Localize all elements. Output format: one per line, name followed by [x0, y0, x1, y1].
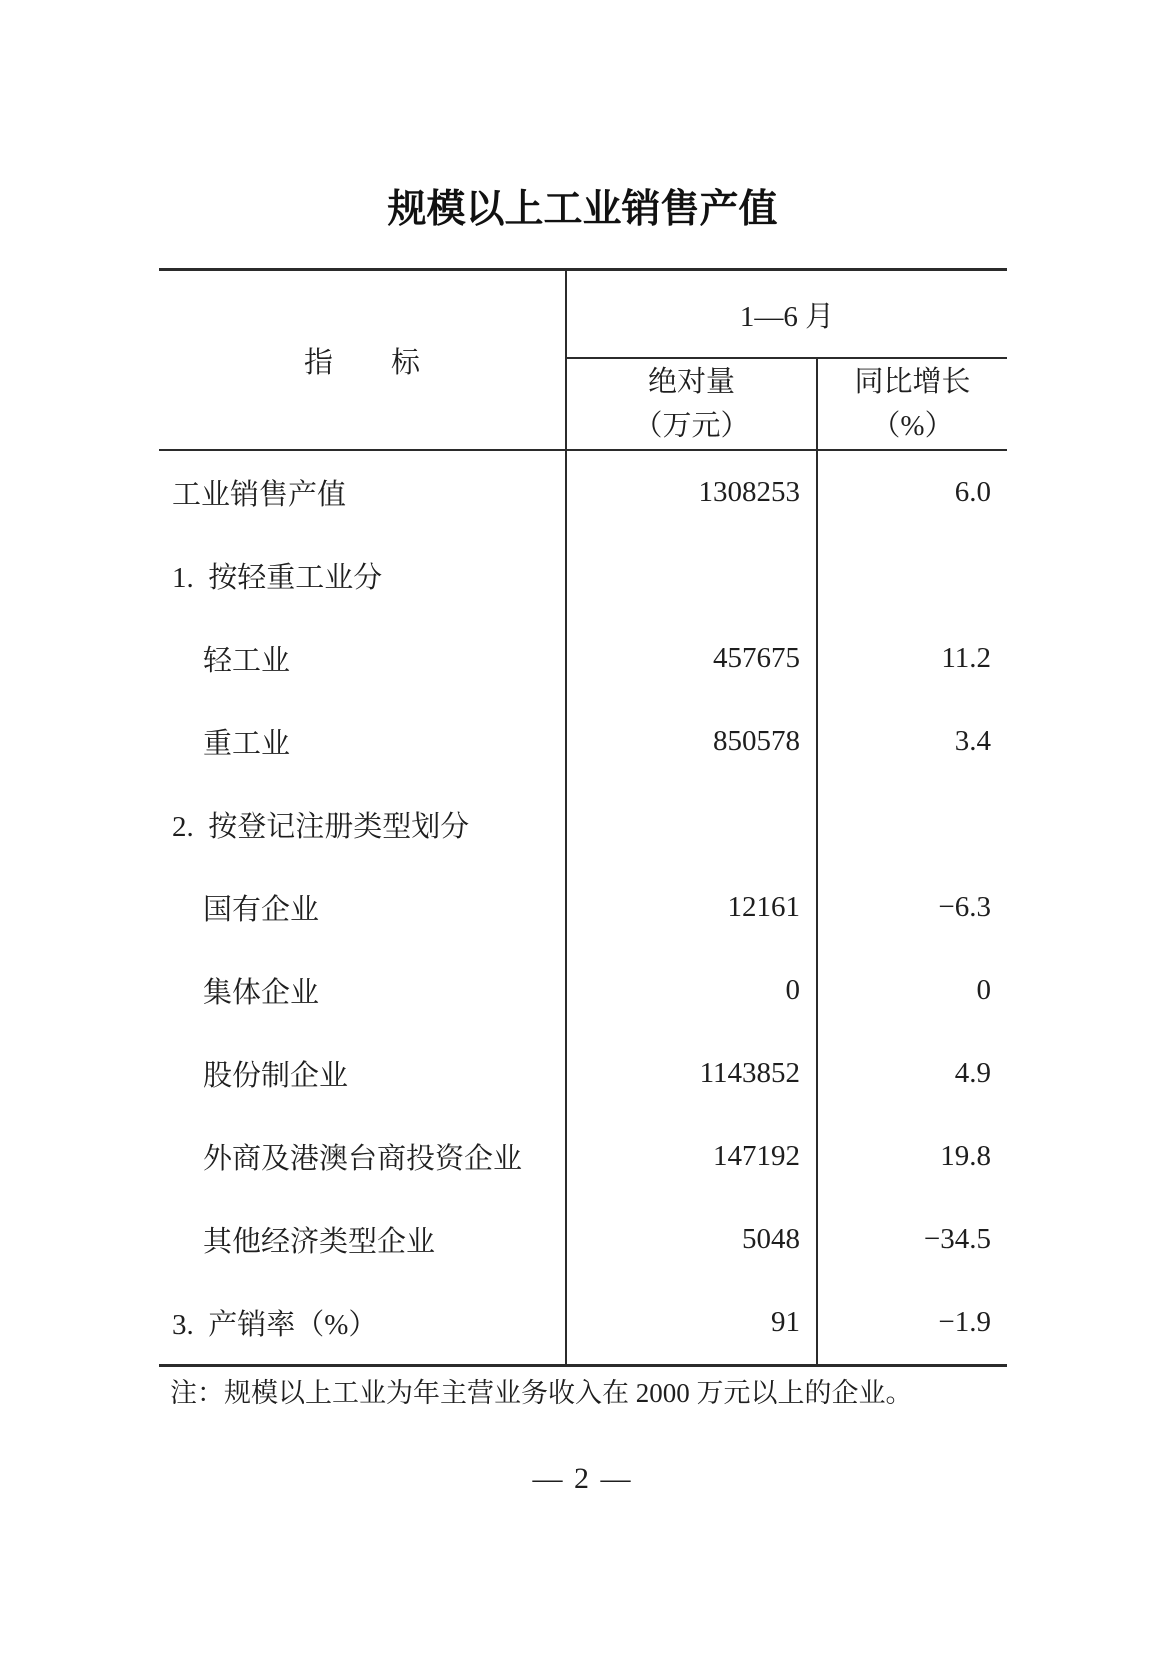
- growth-value: [818, 783, 1007, 866]
- absolute-value: 12161: [567, 866, 818, 949]
- indicator-label: 股份制企业: [159, 1032, 567, 1115]
- footnote: 注：规模以上工业为年主营业务收入在 2000 万元以上的企业。: [170, 1378, 913, 1408]
- absolute-value: 1143852: [567, 1032, 818, 1115]
- growth-value: −34.5: [923, 1223, 991, 1255]
- page-number: — 2 —: [532, 1462, 633, 1495]
- table-row: [159, 866, 1007, 949]
- header-indicator: 指 标: [159, 271, 567, 449]
- absolute-value: [567, 783, 818, 866]
- table-header: [159, 271, 1007, 451]
- growth-value: [818, 534, 1007, 617]
- header-period-group: [567, 271, 1007, 449]
- header-absolute-value: [567, 359, 818, 449]
- table-row: [159, 700, 1007, 783]
- table-row: [159, 1032, 1007, 1115]
- growth-value: 0: [976, 974, 991, 1006]
- table-row: [159, 949, 1007, 1032]
- table-row: [159, 617, 1007, 700]
- table-row: [159, 534, 1007, 617]
- header-absolute-line1: 绝对量: [647, 366, 735, 398]
- page-title: 规模以上工业销售产值: [387, 188, 778, 231]
- growth-value: 19.8: [940, 1140, 991, 1172]
- table-row: [159, 1115, 1007, 1198]
- absolute-value: 457675: [567, 617, 818, 700]
- growth-value: 3.4: [954, 725, 991, 757]
- header-growth: [818, 359, 1007, 449]
- absolute-value: 91: [567, 1281, 818, 1364]
- table-row: [159, 783, 1007, 866]
- absolute-value: [567, 534, 818, 617]
- indicator-label: 1. 按轻重工业分: [159, 534, 567, 617]
- header-growth-line1: 同比增长: [854, 366, 971, 398]
- table-body: [159, 451, 1007, 1364]
- table-row: [159, 1198, 1007, 1281]
- growth-value: −6.3: [938, 891, 991, 923]
- absolute-value: 147192: [567, 1115, 818, 1198]
- indicator-label: 重工业: [159, 700, 567, 783]
- absolute-value: 850578: [567, 700, 818, 783]
- header-growth-line2: （%）: [871, 410, 954, 442]
- header-subcolumns: [567, 359, 1007, 449]
- table-row: [159, 1281, 1007, 1364]
- header-absolute-line2: （万元）: [633, 410, 750, 442]
- header-period: 1—6 月: [567, 271, 1007, 359]
- absolute-value: 5048: [567, 1198, 818, 1281]
- indicator-label: 3. 产销率（%）: [159, 1281, 567, 1364]
- absolute-value: 1308253: [567, 451, 818, 534]
- indicator-label: 外商及港澳台商投资企业: [159, 1115, 567, 1198]
- indicator-label: 集体企业: [159, 949, 567, 1032]
- stats-table: [159, 268, 1007, 1367]
- growth-value: 4.9: [954, 1057, 991, 1089]
- absolute-value: 0: [567, 949, 818, 1032]
- table-row: [159, 451, 1007, 534]
- growth-value: 6.0: [954, 476, 991, 508]
- growth-value: −1.9: [938, 1306, 991, 1338]
- indicator-label: 其他经济类型企业: [159, 1198, 567, 1281]
- growth-value: 11.2: [941, 642, 991, 674]
- indicator-label: 工业销售产值: [159, 451, 567, 534]
- indicator-label: 轻工业: [159, 617, 567, 700]
- indicator-label: 2. 按登记注册类型划分: [159, 783, 567, 866]
- indicator-label: 国有企业: [159, 866, 567, 949]
